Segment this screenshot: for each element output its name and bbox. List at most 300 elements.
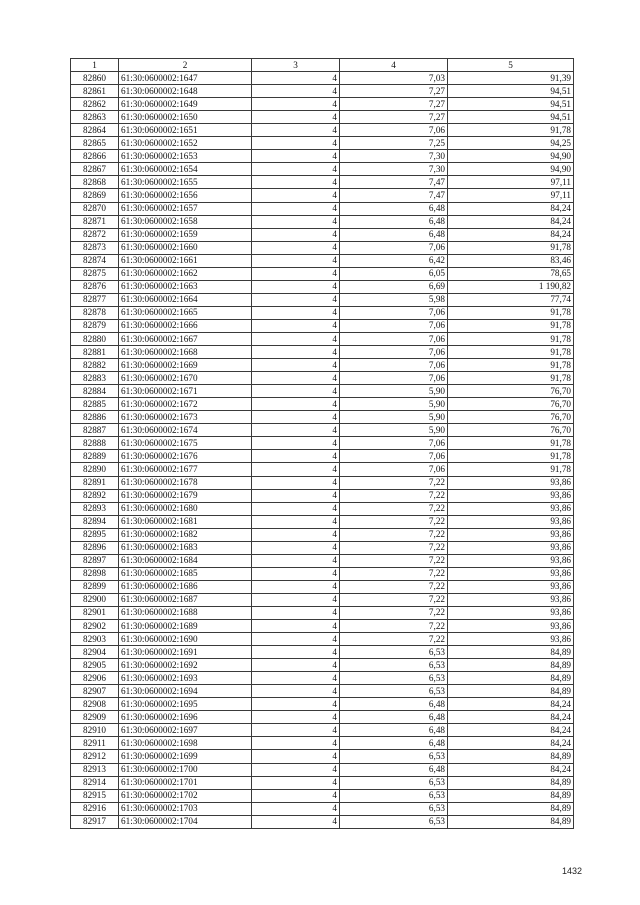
table-cell-col-4: 6,53 — [340, 789, 448, 802]
table-cell-col-2: 61:30:0600002:1665 — [119, 306, 252, 319]
table-cell-col-5: 84,24 — [448, 737, 574, 750]
table-row — [71, 437, 574, 450]
table-cell-col-3: 4 — [252, 359, 340, 372]
table-row — [71, 606, 574, 619]
table-cell-col-1: 82914 — [71, 776, 119, 789]
table-row — [71, 476, 574, 489]
table-cell-col-1: 82889 — [71, 450, 119, 463]
table-cell-col-1: 82881 — [71, 346, 119, 359]
table-cell-col-5: 91,78 — [448, 437, 574, 450]
table-cell-col-5: 91,78 — [448, 241, 574, 254]
table-cell-col-3: 4 — [252, 385, 340, 398]
table-cell-col-2: 61:30:0600002:1674 — [119, 424, 252, 437]
table-cell-col-4: 7,25 — [340, 137, 448, 150]
table-cell-col-1: 82863 — [71, 111, 119, 124]
table-cell-col-1: 82915 — [71, 789, 119, 802]
table-cell-col-2: 61:30:0600002:1657 — [119, 202, 252, 215]
table-cell-col-5: 84,89 — [448, 776, 574, 789]
table-cell-col-3: 4 — [252, 763, 340, 776]
table-cell-col-4: 6,53 — [340, 802, 448, 815]
table-cell-col-3: 4 — [252, 215, 340, 228]
data-table — [70, 58, 574, 829]
table-cell-col-5: 94,90 — [448, 163, 574, 176]
table-cell-col-1: 82913 — [71, 763, 119, 776]
table-cell-col-4: 6,53 — [340, 646, 448, 659]
table-cell-col-2: 61:30:0600002:1670 — [119, 372, 252, 385]
table-cell-col-3: 4 — [252, 241, 340, 254]
table-cell-col-1: 82879 — [71, 319, 119, 332]
table-cell-col-3: 4 — [252, 398, 340, 411]
table-cell-col-4: 7,27 — [340, 98, 448, 111]
table-cell-col-1: 82917 — [71, 815, 119, 828]
table-cell-col-4: 7,06 — [340, 463, 448, 476]
table-cell-col-5: 84,89 — [448, 815, 574, 828]
table-cell-col-5: 84,24 — [448, 228, 574, 241]
table-cell-col-2: 61:30:0600002:1687 — [119, 593, 252, 606]
table-cell-col-4: 7,27 — [340, 85, 448, 98]
table-cell-col-5: 97,11 — [448, 176, 574, 189]
table-cell-col-1: 82910 — [71, 724, 119, 737]
table-row — [71, 254, 574, 267]
table-cell-col-2: 61:30:0600002:1696 — [119, 711, 252, 724]
table-cell-col-2: 61:30:0600002:1686 — [119, 580, 252, 593]
table-cell-col-2: 61:30:0600002:1664 — [119, 293, 252, 306]
table-cell-col-3: 4 — [252, 515, 340, 528]
table-cell-col-5: 84,24 — [448, 202, 574, 215]
table-row — [71, 332, 574, 345]
table-cell-col-3: 4 — [252, 72, 340, 85]
table-row — [71, 620, 574, 633]
table-cell-col-3: 4 — [252, 319, 340, 332]
table-cell-col-1: 82893 — [71, 502, 119, 515]
table-cell-col-1: 82902 — [71, 620, 119, 633]
table-cell-col-2: 61:30:0600002:1692 — [119, 659, 252, 672]
table-cell-col-2: 61:30:0600002:1661 — [119, 254, 252, 267]
table-cell-col-3: 4 — [252, 711, 340, 724]
table-cell-col-3: 4 — [252, 620, 340, 633]
table-cell-col-2: 61:30:0600002:1671 — [119, 385, 252, 398]
table-cell-col-1: 82895 — [71, 528, 119, 541]
table-cell-col-3: 4 — [252, 789, 340, 802]
table-cell-col-4: 6,05 — [340, 267, 448, 280]
table-cell-col-3: 4 — [252, 437, 340, 450]
table-cell-col-3: 4 — [252, 659, 340, 672]
table-row — [71, 72, 574, 85]
table-cell-col-4: 7,30 — [340, 150, 448, 163]
table-cell-col-1: 82861 — [71, 85, 119, 98]
table-cell-col-3: 4 — [252, 528, 340, 541]
table-cell-col-5: 94,25 — [448, 137, 574, 150]
table-cell-col-4: 7,22 — [340, 620, 448, 633]
table-row — [71, 385, 574, 398]
table-cell-col-2: 61:30:0600002:1659 — [119, 228, 252, 241]
table-cell-col-5: 91,39 — [448, 72, 574, 85]
table-cell-col-4: 7,06 — [340, 346, 448, 359]
table-cell-col-1: 82860 — [71, 72, 119, 85]
table-cell-col-3: 4 — [252, 293, 340, 306]
table-cell-col-5: 84,89 — [448, 685, 574, 698]
column-header-4: 4 — [340, 59, 448, 72]
table-cell-col-5: 84,24 — [448, 711, 574, 724]
table-cell-col-4: 7,03 — [340, 72, 448, 85]
table-cell-col-4: 5,90 — [340, 424, 448, 437]
table-row — [71, 293, 574, 306]
table-cell-col-3: 4 — [252, 685, 340, 698]
table-cell-col-4: 7,22 — [340, 633, 448, 646]
table-cell-col-1: 82907 — [71, 685, 119, 698]
table-cell-col-5: 93,86 — [448, 633, 574, 646]
table-cell-col-2: 61:30:0600002:1652 — [119, 137, 252, 150]
table-cell-col-2: 61:30:0600002:1701 — [119, 776, 252, 789]
column-header-1: 1 — [71, 59, 119, 72]
table-cell-col-2: 61:30:0600002:1654 — [119, 163, 252, 176]
table-cell-col-2: 61:30:0600002:1702 — [119, 789, 252, 802]
table-row — [71, 789, 574, 802]
table-cell-col-2: 61:30:0600002:1662 — [119, 267, 252, 280]
table-cell-col-5: 93,86 — [448, 515, 574, 528]
column-header-2: 2 — [119, 59, 252, 72]
table-cell-col-4: 7,06 — [340, 359, 448, 372]
table-row — [71, 111, 574, 124]
table-row — [71, 150, 574, 163]
table-cell-col-3: 4 — [252, 85, 340, 98]
table-row — [71, 411, 574, 424]
table-cell-col-4: 6,53 — [340, 776, 448, 789]
table-row — [71, 241, 574, 254]
table-cell-col-3: 4 — [252, 163, 340, 176]
table-cell-col-1: 82866 — [71, 150, 119, 163]
table-cell-col-1: 82897 — [71, 554, 119, 567]
table-row — [71, 228, 574, 241]
table-row — [71, 515, 574, 528]
table-row — [71, 319, 574, 332]
table-cell-col-1: 82891 — [71, 476, 119, 489]
table-row — [71, 124, 574, 137]
table-cell-col-5: 84,89 — [448, 672, 574, 685]
table-row — [71, 280, 574, 293]
table-cell-col-3: 4 — [252, 411, 340, 424]
table-cell-col-5: 91,78 — [448, 306, 574, 319]
table-cell-col-1: 82890 — [71, 463, 119, 476]
table-cell-col-1: 82894 — [71, 515, 119, 528]
table-cell-col-5: 84,24 — [448, 215, 574, 228]
table-cell-col-4: 7,47 — [340, 189, 448, 202]
table-cell-col-1: 82916 — [71, 802, 119, 815]
table-cell-col-5: 84,89 — [448, 802, 574, 815]
table-body — [71, 72, 574, 829]
table-cell-col-3: 4 — [252, 346, 340, 359]
table-cell-col-4: 5,98 — [340, 293, 448, 306]
table-cell-col-2: 61:30:0600002:1680 — [119, 502, 252, 515]
table-cell-col-2: 61:30:0600002:1678 — [119, 476, 252, 489]
table-cell-col-2: 61:30:0600002:1681 — [119, 515, 252, 528]
column-header-5: 5 — [448, 59, 574, 72]
table-row — [71, 346, 574, 359]
table-cell-col-4: 6,69 — [340, 280, 448, 293]
table-cell-col-5: 93,86 — [448, 489, 574, 502]
table-cell-col-4: 7,47 — [340, 176, 448, 189]
table-row — [71, 541, 574, 554]
table-row — [71, 815, 574, 828]
table-cell-col-4: 7,22 — [340, 567, 448, 580]
table-cell-col-3: 4 — [252, 580, 340, 593]
table-cell-col-2: 61:30:0600002:1684 — [119, 554, 252, 567]
table-cell-col-3: 4 — [252, 111, 340, 124]
table-cell-col-5: 91,78 — [448, 124, 574, 137]
table-cell-col-2: 61:30:0600002:1672 — [119, 398, 252, 411]
table-cell-col-3: 4 — [252, 633, 340, 646]
table-cell-col-4: 6,48 — [340, 215, 448, 228]
table-cell-col-2: 61:30:0600002:1693 — [119, 672, 252, 685]
table-cell-col-2: 61:30:0600002:1666 — [119, 319, 252, 332]
table-cell-col-3: 4 — [252, 332, 340, 345]
table-cell-col-3: 4 — [252, 698, 340, 711]
table-cell-col-3: 4 — [252, 189, 340, 202]
table-cell-col-1: 82903 — [71, 633, 119, 646]
table-row — [71, 776, 574, 789]
table-row — [71, 724, 574, 737]
table-cell-col-1: 82880 — [71, 332, 119, 345]
table-row — [71, 98, 574, 111]
table-cell-col-4: 7,06 — [340, 124, 448, 137]
table-row — [71, 750, 574, 763]
table-cell-col-4: 6,48 — [340, 202, 448, 215]
table-cell-col-3: 4 — [252, 150, 340, 163]
table-cell-col-2: 61:30:0600002:1679 — [119, 489, 252, 502]
table-cell-col-2: 61:30:0600002:1690 — [119, 633, 252, 646]
table-cell-col-5: 91,78 — [448, 450, 574, 463]
table-cell-col-4: 7,22 — [340, 502, 448, 515]
table-cell-col-5: 97,11 — [448, 189, 574, 202]
table-row — [71, 554, 574, 567]
table-cell-col-2: 61:30:0600002:1682 — [119, 528, 252, 541]
table-cell-col-5: 94,51 — [448, 85, 574, 98]
table-cell-col-4: 7,22 — [340, 528, 448, 541]
table-cell-col-5: 84,24 — [448, 724, 574, 737]
table-cell-col-1: 82908 — [71, 698, 119, 711]
table-cell-col-3: 4 — [252, 280, 340, 293]
table-cell-col-3: 4 — [252, 646, 340, 659]
table-row — [71, 737, 574, 750]
table-cell-col-5: 76,70 — [448, 424, 574, 437]
table-cell-col-1: 82871 — [71, 215, 119, 228]
table-cell-col-5: 94,51 — [448, 98, 574, 111]
table-cell-col-5: 84,89 — [448, 646, 574, 659]
table-cell-col-5: 91,78 — [448, 319, 574, 332]
table-cell-col-1: 82868 — [71, 176, 119, 189]
table-row — [71, 646, 574, 659]
table-cell-col-4: 7,27 — [340, 111, 448, 124]
table-row — [71, 698, 574, 711]
table-cell-col-5: 91,78 — [448, 463, 574, 476]
table-cell-col-1: 82872 — [71, 228, 119, 241]
table-cell-col-4: 7,22 — [340, 476, 448, 489]
table-cell-col-2: 61:30:0600002:1669 — [119, 359, 252, 372]
table-cell-col-1: 82876 — [71, 280, 119, 293]
table-cell-col-3: 4 — [252, 724, 340, 737]
table-cell-col-5: 93,86 — [448, 580, 574, 593]
table-row — [71, 189, 574, 202]
page-number: 1432 — [561, 866, 582, 876]
table-cell-col-2: 61:30:0600002:1698 — [119, 737, 252, 750]
table-cell-col-3: 4 — [252, 98, 340, 111]
table-cell-col-5: 93,86 — [448, 567, 574, 580]
table-cell-col-3: 4 — [252, 137, 340, 150]
table-cell-col-3: 4 — [252, 606, 340, 619]
table-cell-col-1: 82887 — [71, 424, 119, 437]
table-row — [71, 685, 574, 698]
table-cell-col-4: 7,22 — [340, 554, 448, 567]
table-cell-col-4: 6,48 — [340, 228, 448, 241]
table-row — [71, 463, 574, 476]
table-cell-col-1: 82869 — [71, 189, 119, 202]
table-cell-col-1: 82875 — [71, 267, 119, 280]
table-cell-col-2: 61:30:0600002:1647 — [119, 72, 252, 85]
table-cell-col-3: 4 — [252, 476, 340, 489]
table-row — [71, 85, 574, 98]
table-cell-col-1: 82906 — [71, 672, 119, 685]
table-cell-col-3: 4 — [252, 306, 340, 319]
table-cell-col-1: 82904 — [71, 646, 119, 659]
table-cell-col-3: 4 — [252, 567, 340, 580]
table-cell-col-5: 1 190,82 — [448, 280, 574, 293]
table-cell-col-2: 61:30:0600002:1688 — [119, 606, 252, 619]
table-cell-col-2: 61:30:0600002:1691 — [119, 646, 252, 659]
table-row — [71, 372, 574, 385]
table-cell-col-5: 93,86 — [448, 620, 574, 633]
table-cell-col-5: 84,89 — [448, 750, 574, 763]
table-cell-col-2: 61:30:0600002:1704 — [119, 815, 252, 828]
table-row — [71, 306, 574, 319]
table-cell-col-3: 4 — [252, 176, 340, 189]
table-cell-col-5: 94,90 — [448, 150, 574, 163]
table-cell-col-4: 7,06 — [340, 437, 448, 450]
table-cell-col-4: 7,06 — [340, 306, 448, 319]
table-cell-col-5: 93,86 — [448, 606, 574, 619]
table-cell-col-1: 82864 — [71, 124, 119, 137]
table-cell-col-5: 84,24 — [448, 698, 574, 711]
table-cell-col-2: 61:30:0600002:1676 — [119, 450, 252, 463]
table-cell-col-1: 82884 — [71, 385, 119, 398]
table-cell-col-5: 76,70 — [448, 385, 574, 398]
table-cell-col-5: 77,74 — [448, 293, 574, 306]
table-cell-col-2: 61:30:0600002:1683 — [119, 541, 252, 554]
table-cell-col-3: 4 — [252, 815, 340, 828]
table-row — [71, 580, 574, 593]
table-cell-col-5: 93,86 — [448, 541, 574, 554]
table-cell-col-1: 82862 — [71, 98, 119, 111]
table-cell-col-4: 6,53 — [340, 815, 448, 828]
table-cell-col-4: 7,22 — [340, 489, 448, 502]
table-cell-col-4: 7,06 — [340, 319, 448, 332]
table-row — [71, 215, 574, 228]
table-cell-col-1: 82912 — [71, 750, 119, 763]
table-cell-col-4: 7,06 — [340, 332, 448, 345]
table-cell-col-1: 82898 — [71, 567, 119, 580]
table-row — [71, 502, 574, 515]
table-cell-col-4: 7,22 — [340, 515, 448, 528]
table-cell-col-1: 82886 — [71, 411, 119, 424]
table-cell-col-4: 6,53 — [340, 672, 448, 685]
table-cell-col-5: 84,89 — [448, 789, 574, 802]
table-cell-col-4: 5,90 — [340, 398, 448, 411]
table-cell-col-3: 4 — [252, 593, 340, 606]
table-cell-col-1: 82874 — [71, 254, 119, 267]
table-cell-col-1: 82909 — [71, 711, 119, 724]
column-header-3: 3 — [252, 59, 340, 72]
table-cell-col-1: 82873 — [71, 241, 119, 254]
table-cell-col-2: 61:30:0600002:1685 — [119, 567, 252, 580]
table-cell-col-2: 61:30:0600002:1656 — [119, 189, 252, 202]
table-cell-col-2: 61:30:0600002:1700 — [119, 763, 252, 776]
table-row — [71, 528, 574, 541]
table-cell-col-1: 82899 — [71, 580, 119, 593]
table-cell-col-1: 82911 — [71, 737, 119, 750]
table-row — [71, 802, 574, 815]
table-cell-col-5: 93,86 — [448, 528, 574, 541]
table-cell-col-2: 61:30:0600002:1651 — [119, 124, 252, 137]
table-cell-col-5: 84,24 — [448, 763, 574, 776]
table-row — [71, 633, 574, 646]
table-cell-col-2: 61:30:0600002:1697 — [119, 724, 252, 737]
table-cell-col-5: 91,78 — [448, 359, 574, 372]
table-cell-col-4: 7,22 — [340, 580, 448, 593]
table-cell-col-3: 4 — [252, 776, 340, 789]
table-row — [71, 672, 574, 685]
table-cell-col-2: 61:30:0600002:1699 — [119, 750, 252, 763]
table-row — [71, 176, 574, 189]
table-cell-col-1: 82882 — [71, 359, 119, 372]
table-cell-col-2: 61:30:0600002:1658 — [119, 215, 252, 228]
table-cell-col-4: 7,22 — [340, 593, 448, 606]
table-cell-col-3: 4 — [252, 228, 340, 241]
table-row — [71, 567, 574, 580]
table-cell-col-3: 4 — [252, 202, 340, 215]
table-cell-col-5: 83,46 — [448, 254, 574, 267]
table-cell-col-3: 4 — [252, 554, 340, 567]
table-cell-col-2: 61:30:0600002:1695 — [119, 698, 252, 711]
table-cell-col-3: 4 — [252, 124, 340, 137]
table-cell-col-4: 6,48 — [340, 737, 448, 750]
table-cell-col-2: 61:30:0600002:1650 — [119, 111, 252, 124]
table-row — [71, 711, 574, 724]
table-cell-col-3: 4 — [252, 750, 340, 763]
table-row — [71, 202, 574, 215]
table-cell-col-1: 82888 — [71, 437, 119, 450]
table-cell-col-4: 6,42 — [340, 254, 448, 267]
table-cell-col-5: 93,86 — [448, 502, 574, 515]
table-cell-col-3: 4 — [252, 267, 340, 280]
table-cell-col-3: 4 — [252, 672, 340, 685]
table-cell-col-1: 82896 — [71, 541, 119, 554]
table-cell-col-2: 61:30:0600002:1648 — [119, 85, 252, 98]
table-cell-col-4: 7,22 — [340, 541, 448, 554]
table-cell-col-5: 93,86 — [448, 554, 574, 567]
table-cell-col-5: 91,78 — [448, 332, 574, 345]
table-row — [71, 163, 574, 176]
table-cell-col-5: 91,78 — [448, 372, 574, 385]
table-row — [71, 267, 574, 280]
table-row — [71, 763, 574, 776]
table-cell-col-4: 7,06 — [340, 372, 448, 385]
table-cell-col-5: 76,70 — [448, 398, 574, 411]
table-cell-col-2: 61:30:0600002:1703 — [119, 802, 252, 815]
table-cell-col-3: 4 — [252, 424, 340, 437]
table-cell-col-1: 82883 — [71, 372, 119, 385]
table-row — [71, 489, 574, 502]
table-cell-col-3: 4 — [252, 489, 340, 502]
table-cell-col-4: 5,90 — [340, 411, 448, 424]
